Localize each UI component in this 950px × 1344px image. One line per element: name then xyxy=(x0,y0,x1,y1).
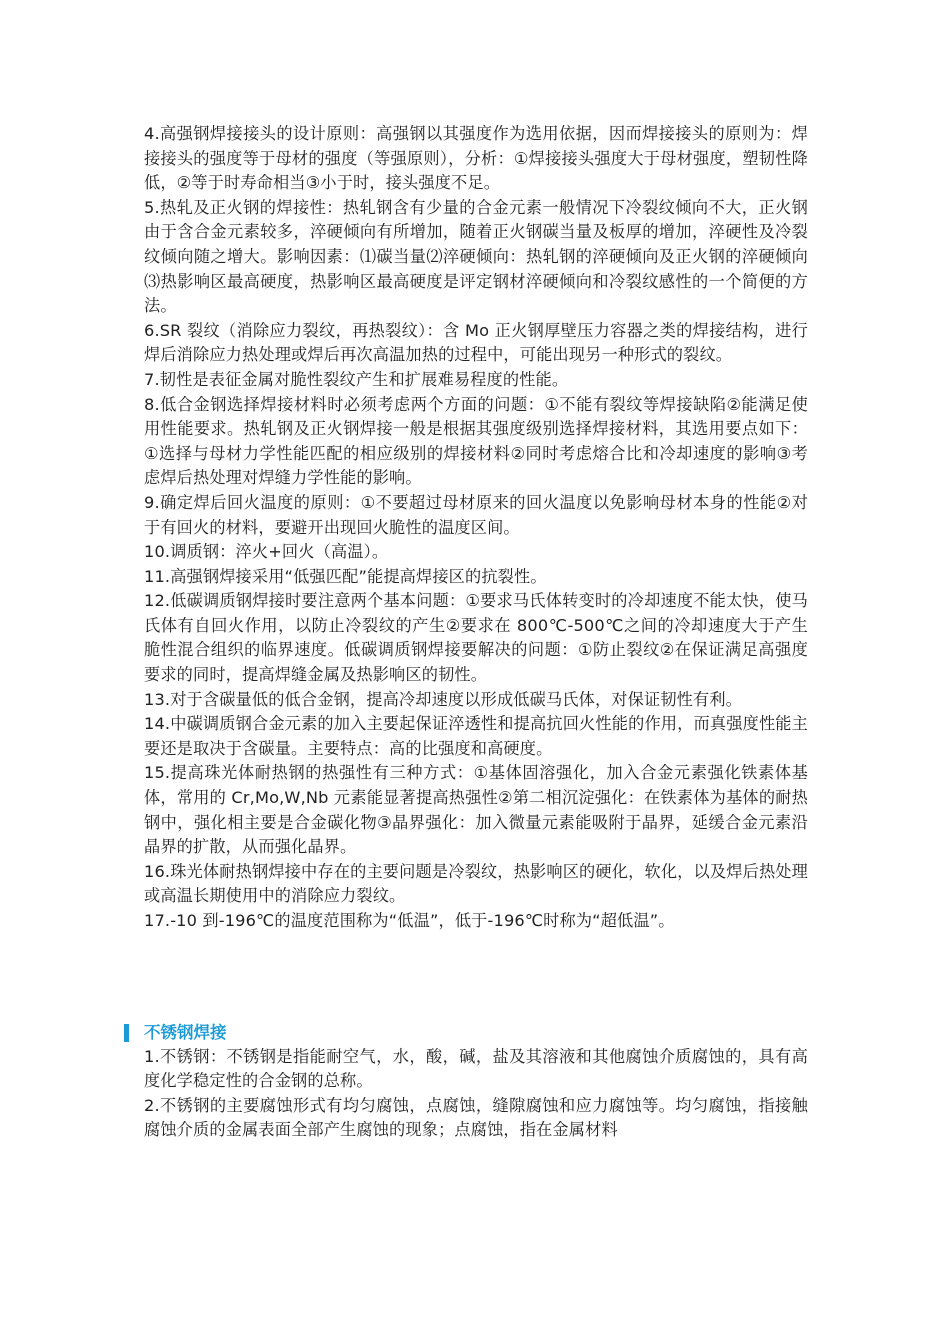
heading-accent-bar xyxy=(124,1024,129,1042)
paragraph-13: 13.对于含碳量低的低合金钢，提高冷却速度以形成低碳马氏体，对保证韧性有利。 xyxy=(144,689,743,709)
paragraph-8: 8.低合金钢选择焊接材料时必须考虑两个方面的问题：①不能有裂纹等焊接缺陷②能满足使用性能要求。热轧钢及正火钢焊接一般是根据其强度级别选择焊接材料，其选用要点如下：①选择与母材力学性能匹配的相应级别的焊接材料②同时考虑熔合比和冷却速度的影响③考虑焊后热处理对焊缝力学性能的影响。 xyxy=(144,394,808,488)
paragraph-10: 10.调质钢：淬火+回火（高温）。 xyxy=(144,542,389,562)
paragraph-7: 7.韧性是表征金属对脆性裂纹产生和扩展难易程度的性能。 xyxy=(144,369,569,389)
paragraph-14: 14.中碳调质钢合金元素的加入主要起保证淬透性和提高抗回火性能的作用，而真强度性能主要还是取决于含碳量。主要特点：高的比强度和高硬度。 xyxy=(144,714,808,758)
paragraph-17: 17.-10 到-196℃的温度范围称为“低温”，低于-196℃时称为“超低温”。 xyxy=(144,911,675,930)
paragraph-5: 5.热轧及正火钢的焊接性：热轧钢含有少量的合金元素一般情况下冷裂纹倾向不大，正火钢由于含合金元素较多，淬硬倾向有所增加，随着正火钢碳当量及板厚的增加，淬硬性及冷裂纹倾向随之增大。影响因素：⑴碳当量⑵淬硬倾向：热轧钢的淬硬倾向及正火钢的淬硬倾向⑶热影响区最高硬度，热影响区最高硬度是评定钢材淬硬倾向和冷裂纹感性的一个简便的方法。 xyxy=(144,197,808,316)
section-heading xyxy=(144,1020,808,1045)
section-heading-text: 不锈钢焊接 xyxy=(144,1022,227,1042)
section-spacer xyxy=(144,934,808,1020)
section-paragraph-2: 2.不锈钢的主要腐蚀形式有均匀腐蚀，点腐蚀，缝隙腐蚀和应力腐蚀等。均匀腐蚀，指接触腐蚀介质的金属表面全部产生腐蚀的现象；点腐蚀，指在金属材料 xyxy=(144,1095,808,1140)
paragraph-6: 6.SR 裂纹（消除应力裂纹，再热裂纹）：含 Mo 正火钢厚壁压力容器之类的焊接结构，进行焊后消除应力热处理或焊后再次高温加热的过程中，可能出现另一种形式的裂纹。 xyxy=(144,320,808,365)
paragraph-9: 9.确定焊后回火温度的原则：①不要超过母材原来的回火温度以免影响母材本身的性能②对于有回火的材料，要避开出现回火脆性的温度区间。 xyxy=(144,492,808,537)
section-paragraph-1: 1.不锈钢：不锈钢是指能耐空气，水，酸，碱，盐及其溶液和其他腐蚀介质腐蚀的，具有高度化学稳定性的合金钢的总称。 xyxy=(144,1046,808,1091)
paragraph-16: 16.珠光体耐热钢焊接中存在的主要问题是冷裂纹，热影响区的硬化，软化，以及焊后热处理或高温长期使用中的消除应力裂纹。 xyxy=(144,861,808,906)
paragraph-11: 11.高强钢焊接采用“低强匹配”能提高焊接区的抗裂性。 xyxy=(144,566,547,586)
document-body xyxy=(144,122,808,1143)
paragraph-4: 4.高强钢焊接接头的设计原则：高强钢以其强度作为选用依据，因而焊接接头的原则为：焊接接头的强度等于母材的强度（等强原则），分析：①焊接接头强度大于母材强度，塑韧性降低，②等于时寿命相当③小于时，接头强度不足。 xyxy=(144,124,808,193)
paragraph-15: 15.提高珠光体耐热钢的热强性有三种方式：①基体固溶强化，加入合金元素强化铁素体基体，常用的 Cr,Mo,W,Nb 元素能显著提高热强性②第二相沉淀强化：在铁素体为基体的耐热钢中，强化相主要是合金碳化物③晶界强化：加入微量元素能吸附于晶界，延缓合金元素沿晶界的扩散，从而强化晶界。 xyxy=(144,763,808,857)
paragraph-12: 12.低碳调质钢焊接时要注意两个基本问题：①要求马氏体转变时的冷却速度不能太快，使马氏体有自回火作用，以防止冷裂纹的产生②要求在 800℃-500℃之间的冷却速度大于产生脆性混合组织的临界速度。低碳调质钢焊接要解决的问题：①防止裂纹②在保证满足高强度要求的同时，提高焊缝金属及热影响区的韧性。 xyxy=(144,591,808,685)
